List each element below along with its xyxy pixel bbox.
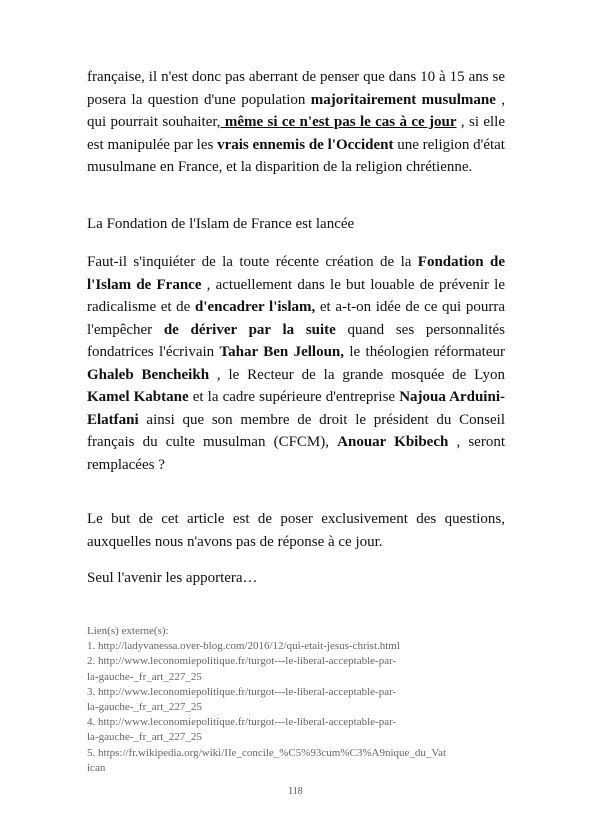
text-run: et la cadre supérieure d'entreprise (188, 389, 400, 405)
bold-run: Najoua Arduini-Elatfani (87, 389, 505, 428)
text-run: française, il n'est donc pas aberrant de penser que dans 10 à 15 ans se posera la question d'une population (87, 69, 505, 108)
link-line[interactable]: 1. http://ladyvanessa.over-blog.com/2016/12/qui-etait-jesus-christ.html (87, 640, 400, 653)
link-line[interactable]: 5. https://fr.wikipedia.org/wiki/IIe_concile_%C5%93cum%C3%A9nique_du_Vat (87, 746, 447, 759)
text-run: , le Recteur de la grande mosquée de Lyon (209, 366, 505, 383)
bold-run: Kamel Kabtane (87, 389, 189, 405)
paragraph-fondation (87, 251, 505, 476)
link-line[interactable]: la-gauche-_fr_art_227_25 (87, 701, 202, 714)
bold-run: Anouar Kbibech (337, 434, 449, 450)
link-line[interactable]: 3. http://www.leconomiepolitique.fr/turgot---le-liberal-acceptable-par- (87, 685, 397, 698)
bold-run: de dériver par la suite (163, 321, 336, 338)
paragraph-closing: Seul l'avenir les apportera… (87, 570, 258, 586)
link-line[interactable]: la-gauche-_fr_art_227_25 (87, 731, 202, 744)
link-line[interactable]: 2. http://www.leconomiepolitique.fr/turgot---le-liberal-acceptable-par- (87, 655, 397, 668)
text-run: Faut-il s'inquiéter de la toute récente création de la (87, 254, 418, 270)
external-links (87, 624, 507, 776)
text-run: ainsi que son membre de droit le président du Conseil français du culte musulman (CFCM), (87, 411, 505, 450)
bold-run: Tahar Ben Jelloun, (219, 344, 345, 360)
bold-run: majoritairement musulmane (310, 91, 496, 108)
text-run: , si elle est manipulée par les (87, 114, 505, 153)
text-run: quand ses personnalités fondatrices l'écrivain (87, 321, 505, 360)
text-run: , qui pourrait souhaiter, (87, 91, 506, 130)
text-run: le théologien réformateur (344, 344, 505, 360)
text-run: , actuellement dans le but louable de prévenir le radicalisme et de (87, 276, 505, 315)
bold-run: vrais ennemis de l'Occident (217, 136, 394, 153)
section-heading: La Fondation de l'Islam de France est lancée (87, 216, 355, 232)
paragraph-purpose: Le but de cet article est de poser exclusivement des questions, auxquelles nous n'avons pas de réponse à ce jour. (87, 511, 505, 550)
text-run: , seront remplacées ? (87, 434, 505, 473)
link-line[interactable]: ican (87, 761, 106, 774)
text-run: une religion d'état musulmane en France, et la disparition de la religion chrétienne. (87, 136, 505, 175)
page-number: 118 (288, 786, 303, 797)
underlined-bold-run: même si ce n'est pas le cas à ce jour (220, 114, 457, 130)
text-run: et a-t-on idée de ce qui pourra l'empêcher (87, 299, 505, 338)
link-line[interactable]: 4. http://www.leconomiepolitique.fr/turgot---le-liberal-acceptable-par- (87, 716, 397, 729)
link-line[interactable]: la-gauche-_fr_art_227_25 (87, 670, 202, 683)
bold-run: Ghaleb Bencheikh (87, 366, 210, 383)
bold-run: Fondation de l'Islam de France (87, 254, 506, 293)
bold-run: d'encadrer l'islam, (194, 299, 316, 315)
links-label: Lien(s) externe(s): (87, 625, 169, 637)
paragraph-continuation (87, 66, 505, 179)
